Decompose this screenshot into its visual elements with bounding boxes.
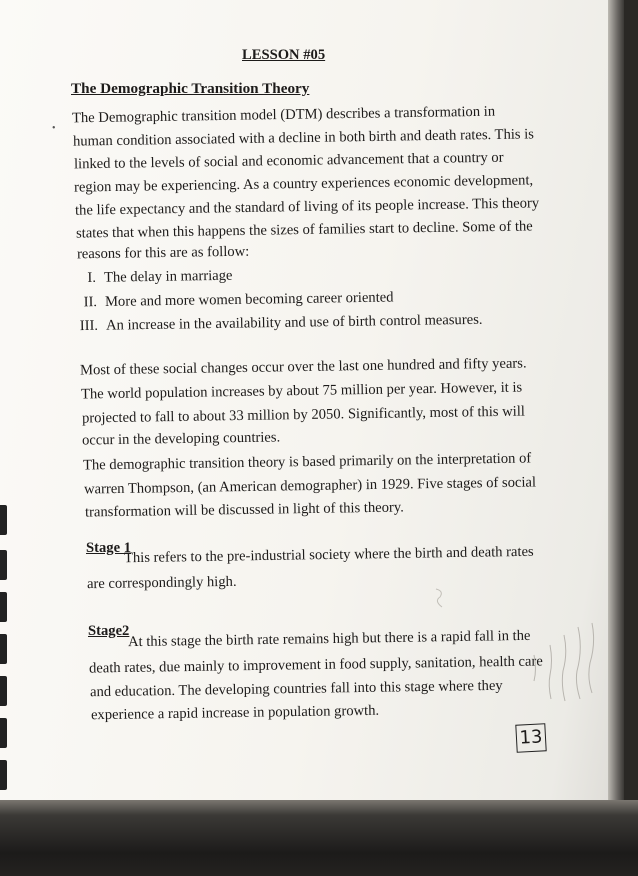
scan-background bbox=[0, 800, 638, 876]
stage1-line: This refers to the pre-industrial society where the birth and death rates bbox=[123, 543, 534, 567]
reason-item bbox=[69, 288, 394, 311]
paragraph2-line: The world population increases by about 75 million per year. However, it is bbox=[80, 379, 523, 403]
paragraph1-line: The Demographic transition model (DTM) describes a transformation in bbox=[71, 103, 496, 127]
binder-mark bbox=[0, 592, 7, 622]
paragraph1-line: states that when this happens the sizes of families start to decline. Some of the bbox=[75, 218, 533, 242]
stage2-heading: Stage2 bbox=[88, 623, 130, 639]
paragraph1-line: reasons for this are as follow: bbox=[76, 243, 250, 263]
binder-mark bbox=[0, 505, 7, 535]
binder-mark bbox=[0, 718, 7, 748]
pencil-mark bbox=[430, 585, 454, 609]
reason-item bbox=[70, 311, 483, 335]
paragraph2-line: occur in the developing countries. bbox=[81, 429, 281, 449]
paragraph1-line: the life expectancy and the standard of living of its people increase. This theory bbox=[74, 195, 540, 219]
binder-mark bbox=[0, 550, 7, 580]
stage2-line: At this stage the birth rate remains high but there is a rapid fall in the bbox=[127, 627, 531, 651]
reason-number: I. bbox=[87, 269, 97, 286]
margin-mark: • bbox=[52, 123, 56, 134]
stage1-line: are correspondingly high. bbox=[86, 573, 237, 593]
reason-number: II. bbox=[83, 294, 98, 311]
pencil-notes bbox=[522, 615, 612, 715]
paragraph2-line: warren Thompson, (an American demographer) in 1929. Five stages of social bbox=[83, 474, 537, 498]
binder-mark bbox=[0, 676, 7, 706]
paragraph1-line: human condition associated with a decline in both birth and death rates. This is bbox=[72, 126, 535, 150]
paragraph1-line: region may be experiencing. As a country experiences economic development, bbox=[73, 172, 534, 196]
reason-item bbox=[68, 267, 233, 288]
stage2-line: experience a rapid increase in population growth. bbox=[90, 702, 380, 724]
paragraph1-line: linked to the levels of social and economic advancement that a country or bbox=[73, 149, 504, 173]
lesson-heading: LESSON #05 bbox=[242, 47, 326, 63]
binder-mark bbox=[0, 634, 7, 664]
page-number: 13 bbox=[515, 723, 546, 753]
stage2-line: death rates, due mainly to improvement in food supply, sanitation, health care bbox=[88, 653, 543, 677]
paragraph2-line: The demographic transition theory is based primarily on the interpretation of bbox=[82, 450, 532, 474]
reason-text: More and more women becoming career oriented bbox=[104, 289, 394, 310]
paragraph2-line: projected to fall to about 33 million by 2050. Significantly, most of this will bbox=[81, 403, 526, 427]
reason-number: III. bbox=[79, 317, 99, 335]
reason-text: The delay in marriage bbox=[103, 267, 233, 286]
stage1-heading: Stage 1 bbox=[86, 540, 131, 556]
paragraph2-line: transformation will be discussed in light of this theory. bbox=[84, 499, 404, 521]
binder-mark bbox=[0, 760, 7, 790]
paragraph2-line: Most of these social changes occur over the last one hundred and fifty years. bbox=[79, 355, 527, 379]
document-title: The Demographic Transition Theory bbox=[71, 80, 310, 97]
reason-text: An increase in the availability and use of birth control measures. bbox=[105, 311, 483, 334]
stage2-line: and education. The developing countries fall into this stage where they bbox=[89, 677, 503, 701]
